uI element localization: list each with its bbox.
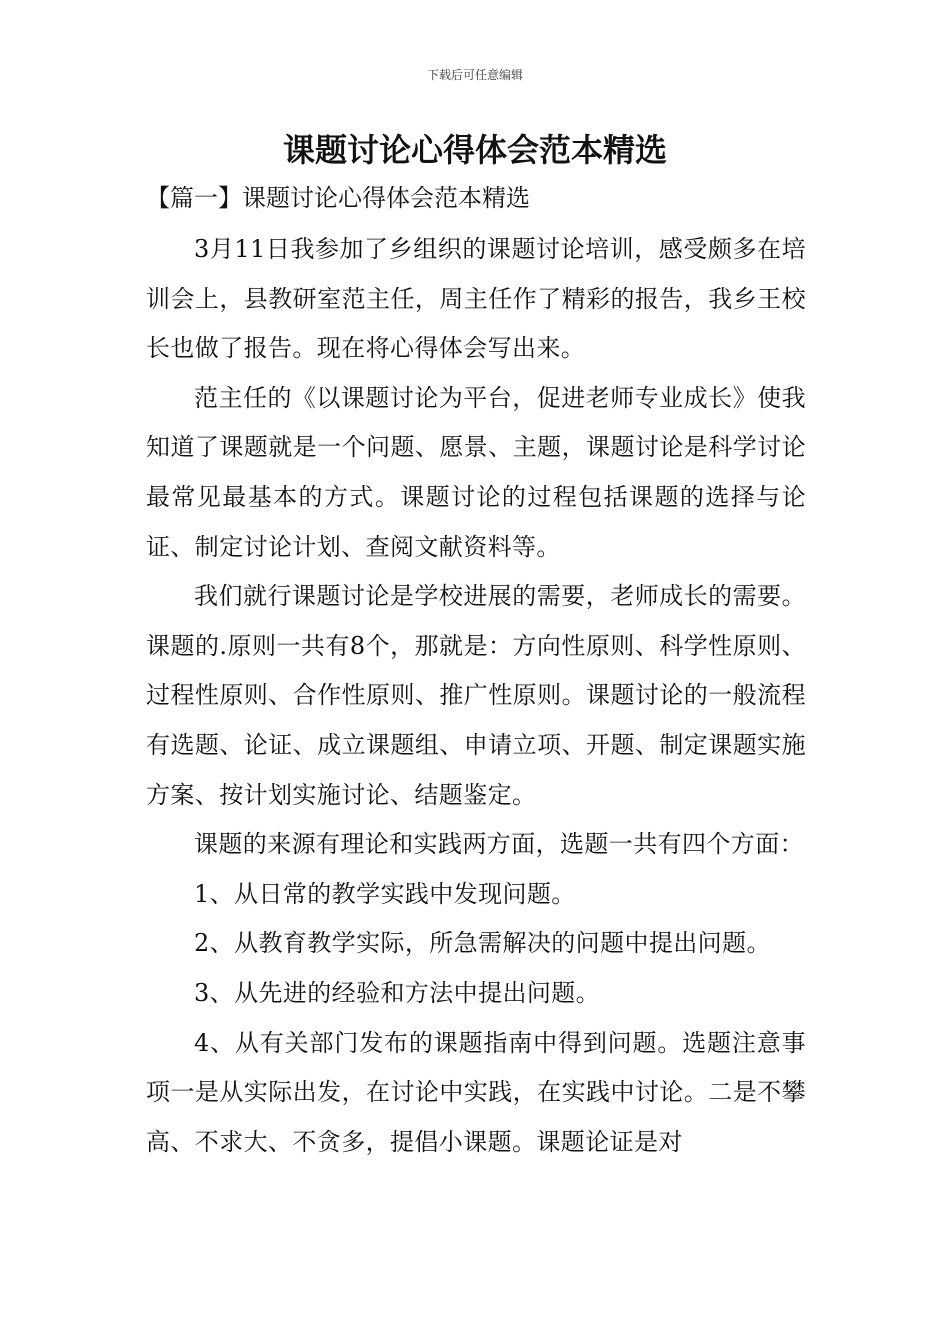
document-body — [146, 225, 806, 1167]
list-item: 1、从日常的教学实践中发现问题。 — [194, 879, 576, 908]
header-note: 下载后可任意编辑 — [426, 68, 523, 82]
list-item: 2、从教育教学实际，所急需解决的问题中提出问题。 — [194, 929, 771, 958]
list-item: 3、从先进的经验和方法中提出问题。 — [194, 978, 601, 1007]
paragraph: 3月11日我参加了乡组织的课题讨论培训，感受颇多在培训会上，县教研室范主任，周主任作了精彩的报告，我乡王校长也做了报告。现在将心得体会写出来。 — [146, 235, 806, 363]
list-item: 4、从有关部门发布的课题指南中得到问题。选题注意事项一是从实际出发，在讨论中实践，在实践中讨论。二是不攀高、不求大、不贪多，提倡小课题。课题论证是对 — [146, 1028, 806, 1156]
section-heading: 【篇一】课题讨论心得体会范本精选 — [146, 184, 530, 212]
paragraph: 我们就行课题讨论是学校进展的需要，老师成长的需要。课题的.原则一共有8个，那就是：方向性原则、科学性原则、过程性原则、合作性原则、推广性原则。课题讨论的一般流程有选题、论证、成立课题组、申请立项、开题、制定课题实施方案、按计划实施讨论、结题鉴定。 — [146, 582, 806, 809]
paragraph: 范主任的《以课题讨论为平台，促进老师专业成长》使我知道了课题就是一个问题、愿景、主题，课题讨论是科学讨论最常见最基本的方式。课题讨论的过程包括课题的选择与论证、制定讨论计划、查阅文献资料等。 — [146, 383, 806, 561]
document-title: 课题讨论心得体会范本精选 — [282, 131, 667, 169]
paragraph: 课题的来源有理论和实践两方面，选题一共有四个方面： — [194, 830, 804, 859]
